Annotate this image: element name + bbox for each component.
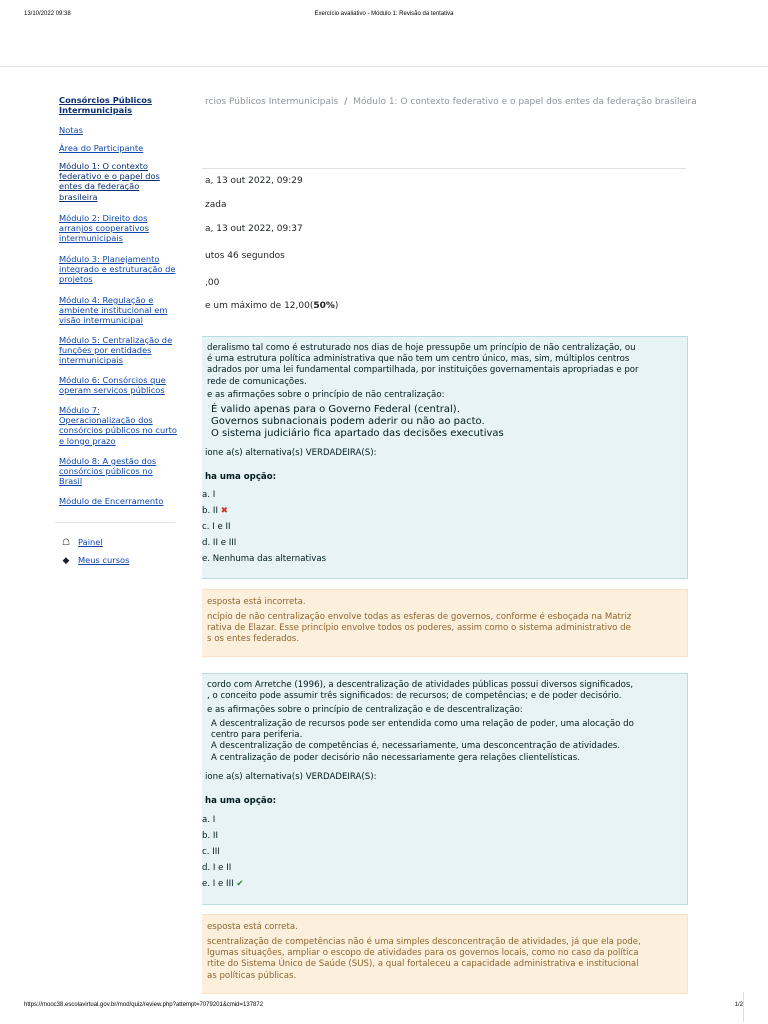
graduation-cap-icon: ◆ [62,556,70,566]
question2-option-a[interactable]: a. I [202,815,216,825]
drawer-item-encerramento[interactable]: Módulo de Encerramento [59,496,164,506]
drawer-item-notas[interactable]: Notas [59,125,83,135]
option-label: b. II [202,506,218,516]
question1-statement: É valido apenas para o Governo Federal (central). [211,404,460,415]
question2-feedback [207,937,641,982]
question2-option-b[interactable]: b. II [202,831,218,841]
question1-option-c[interactable]: c. I e II [202,522,231,532]
question2-text [207,680,633,702]
drawer-item-modulo-2[interactable]: Módulo 2: Direito dos arranjos cooperativos intermunicipais [59,213,149,244]
breadcrumb [205,97,697,107]
drawer-item-modulo-1[interactable]: Módulo 1: O contexto federativo e o papel dos entes da federação brasileira [59,161,160,202]
question2-statement: centro para periferia. [211,730,303,741]
page-edge-line [743,992,744,1022]
option-label: e. I e III [202,879,234,889]
question2-statement: A descentralização de recursos pode ser entendida como uma relação de poder, uma alocação do [211,719,634,729]
summary-state: zada [205,200,227,210]
drawer-divider [55,522,175,523]
drawer-link-painel[interactable] [60,537,103,548]
question1-statement: Governos subnacionais podem aderir ou não ao pacto. [211,416,485,427]
feedback-line: as políticas públicas. [207,970,297,981]
grade-percent: 50% [313,301,335,311]
question1-option-b[interactable] [202,506,228,516]
drawer-item-area-participante[interactable]: Área do Participante [59,143,144,153]
summary-completed: a, 13 out 2022, 09:37 [205,224,303,234]
question1-feedback-title: esposta está incorreta. [207,597,306,607]
breadcrumb-module-link[interactable]: Módulo 1: O contexto federativo e o papel dos entes da federação brasileira [353,97,697,107]
drawer-link-meus-cursos[interactable] [60,555,129,566]
feedback-line: ncípio de não centralização envolve todas as esferas de governos, conforme é esboçada na Matriz [207,612,632,622]
drawer-item-modulo-7[interactable]: Módulo 7: Operacionalização dos consórcios públicos no curto e longo prazo [59,405,177,446]
drawer-item-modulo-8[interactable]: Módulo 8: A gestão dos consórcios públicos no Brasil [59,456,157,487]
question2-text-line: , o conceito pode assumir três significados: de recursos; de competências; e de poder decisório. [207,691,622,702]
question1-option-a[interactable]: a. I [202,490,216,500]
question2-text-line: cordo com Arretche (1996), a descentralização de atividades públicas possui diversos significados, [207,680,634,690]
drawer-item-modulo-5[interactable]: Módulo 5: Centralização de funções por entidades intermunicipais [59,335,173,366]
question1-option-d[interactable]: d. II e III [202,538,237,548]
incorrect-mark-icon: ✖ [220,506,228,516]
question1-statements [211,404,504,440]
breadcrumb-separator: / [344,97,348,107]
question1-instruction: ione a(s) alternativa(s) VERDADEIRA(S): [205,448,377,458]
feedback-line: lgumas situações, ampliar o escopo de atividades para os governos locais, como no caso da política [207,948,639,959]
feedback-line: s os entes federados. [207,634,300,645]
question1-text-line: é uma estrutura política administrativa que não tem um centro único, mas, sim, múltiplos centros [207,354,630,365]
print-url: https://mooc38.escolavirtual.gov.br/mod/quiz/review.php?attempt=7079201&cmid=137872 [24,1002,264,1008]
home-icon: ☖ [61,538,71,548]
grade-prefix: e um máximo de 12,00( [205,301,314,311]
meus-cursos-label: Meus cursos [78,555,130,565]
question1-text-line: deralismo tal como é estruturado nos dias de hoje pressupõe um princípio de não centralização, ou [207,343,636,353]
feedback-line: scentralização de competências não é uma simples desconcentração de atividades, já que ela pode, [207,937,641,947]
question2-prompt: e as afirmações sobre o princípio de centralização e de descentralização: [207,705,523,715]
drawer-course-title[interactable]: Consórcios Públicos Intermunicipais [59,95,152,116]
question1-feedback [207,612,631,646]
print-document-title: Exercício avaliativo - Módulo 1: Revisão da tentativa [314,11,454,17]
question1-statement: O sistema judiciário fica apartado das decisões executivas [211,428,504,439]
question2-choose-label: ha uma opção: [205,796,277,806]
question2-feedback-title: esposta está correta. [207,922,298,932]
summary-marks: ,00 [205,278,220,288]
feedback-line: rativa de Elazar. Esse princípio envolve todos os poderes, assim como o sistema administrativo de [207,623,631,634]
summary-time-taken: utos 46 segundos [205,251,285,261]
question1-text-line: adrados por uma lei fundamental compartilhada, por instituições governamentais apropriadas e por [207,365,639,376]
summary-started: a, 13 out 2022, 09:29 [205,176,303,186]
drawer-item-modulo-4[interactable]: Módulo 4: Regulação e ambiente institucional em visão intermunicipal [59,295,168,326]
question2-statement: A descentralização de competências é, necessariamente, uma desconcentração de atividades. [211,741,621,752]
painel-label: Painel [78,537,103,547]
question2-statement: A centralização de poder decisório não necessariamente gera relações clientelísticas. [211,752,580,763]
correct-mark-icon: ✔ [236,879,244,889]
question1-prompt: e as afirmações sobre o princípio de não centralização: [207,390,445,400]
question2-option-e[interactable] [202,879,244,889]
question2-option-c[interactable]: c. III [202,847,220,857]
feedback-line: rtite do Sistema Único de Saúde (SUS), a qual fortaleceu a capacidade administrativa e institucional [207,959,639,970]
question2-instruction: ione a(s) alternativa(s) VERDADEIRA(S): [205,772,377,782]
question1-text-line: rede de comunicações. [207,376,307,387]
question2-option-d[interactable]: d. I e II [202,863,232,873]
print-datetime: 13/10/2022 09:38 [24,11,71,17]
drawer-item-modulo-3[interactable]: Módulo 3: Planejamento integrado e estruturação de projetos [59,254,176,285]
question1-choose-label: ha uma opção: [205,472,277,482]
grade-suffix: ) [334,301,339,311]
summary-grade [205,301,338,311]
question1-option-e[interactable]: e. Nenhuma das alternativas [202,554,327,564]
question1-text [207,343,639,388]
question2-statements [211,719,634,764]
summary-top-rule [200,168,686,169]
print-page-number: 1/2 [734,1002,743,1008]
drawer-item-modulo-6[interactable]: Módulo 6: Consórcios que operam serviços públicos [59,375,166,396]
breadcrumb-course-link[interactable]: rcios Públicos Intermunicipais [205,97,339,107]
